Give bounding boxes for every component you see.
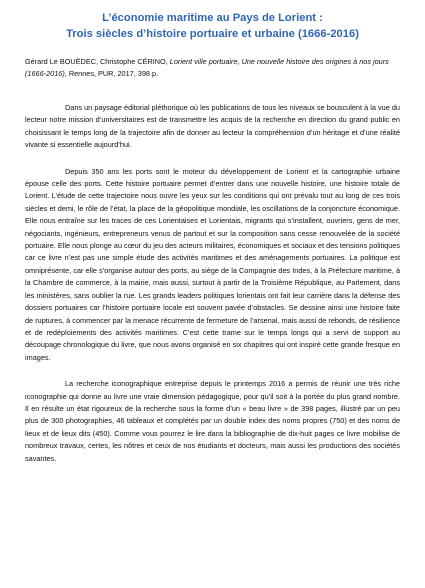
citation-authors: Gérard Le BOUËDEC, Christophe CÉRINO, — [25, 57, 170, 66]
document-title — [25, 10, 400, 42]
paragraph-2: Depuis 350 ans les ports sont le moteur du développement de Lorient et la cartographie urbaine épouse celle des ports. Cette histoire portuaire permet d’entrer dans une nouvelle histoire, une histoire totale de Lorient. L’étude de cette trajectoire nous ouvre les yeux sur les conditions qui ont prévalu tout au long de ces trois siècles et demi, le rôle de l’état, la place de la géopolitique mondiale, les oscillations de la conjoncture économique. Elle nous entraîne sur les traces de ces Lorientaises et Lorientais, migrants qui s’installent, ouvriers, gens de mer, négociants, ingénieurs, entrepreneurs venus de partout et sur la composition sans cesse renouvelée de la société portuaire. Elle nous plonge au cœur du jeu des acteurs militaires, économiques et sociaux et des tensions politiques car ce livre n’est pas une simple étude des activités maritimes et des aménagements portuaires. La politique est omniprésente, car elle s’organise autour des ports, au siège de la Compagnie des Indes, à la Préfecture maritime, à la Chambre de commerce, à la mairie, mais aussi, surtout à partir de la Troisième République, au Parlement, dans les ministères, sans oublier la rue. Les grands leaders politiques lorientais ont fait leur carrière dans la défense des dossiers portuaires car l’histoire portuaire locale est souvent pavée d’obstacles. Se dessine ainsi une histoire faite de ruptures, à commencer par la menace récurrente de fermeture de l’arsenal, mais aussi de rebonds, de résilience et de redéploiements des activités maritimes. C’est cette trame sur le temps longs qui a servi de support au découpage chronologique du livre, que nous avons organisé en six chapitres qui ont inspiré cette grande fresque en images. — [25, 166, 400, 362]
paragraph-3: La recherche iconographique entreprise depuis le printemps 2016 a permis de réunir une très riche iconographie qui donne au livre une vraie dimension pédagogique, pour qu’il soit à la portée du plus grand nombre. Il en résulte un état rigoureux de la recherche sous la forme d’un « beau livre » de 398 pages, illustré par un peu plus de 300 photographies, 46 tableaux et complétés par un double index des noms propres (750) et des noms de lieux et de lieux dits (450). Comme vous pourrez le lire dans la bibliographie de dix-huit pages ce livre mobilise de nombreux travaux, certes, les nôtres et ceux de nos étudiants et docteurs, mais aussi les productions des sociétés savantes. — [25, 379, 400, 463]
title-line-2: Trois siècles d’histoire portuaire et urbaine (1666-2016) — [66, 28, 359, 40]
title-line-1: L’économie maritime au Pays de Lorient : — [102, 12, 323, 24]
paragraph-1: Dans un paysage éditorial pléthorique où les publications de tous les niveaux se bousculent à la vue du lecteur notre mission d’universitaires est de transmettre les acquis de la recherche en direction du grand public en choisissant le temps long de la trajectoire afin de donner au lecteur la compréhension d’un héritage et d’une réalité vivante si essentielle aujourd’hui. — [25, 103, 400, 150]
citation-publisher: , Rennes, PUR, 2017, 398 p. — [64, 69, 159, 78]
book-citation — [25, 56, 400, 80]
citation-book-title: Lorient ville portuaire, Une nouvelle histoire des origines à nos jours (1666-2016) — [25, 57, 389, 78]
